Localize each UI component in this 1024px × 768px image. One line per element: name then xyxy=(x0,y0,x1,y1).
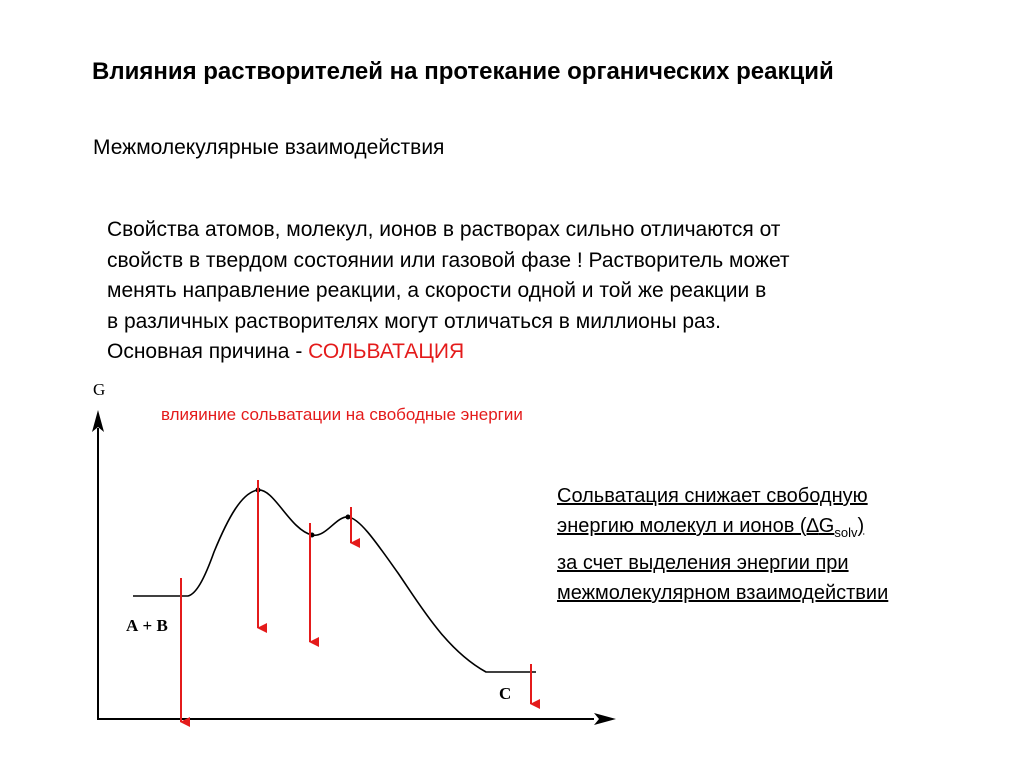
slide-subtitle: Межмолекулярные взаимодействия xyxy=(93,136,445,159)
main-cause-prefix: Основная причина - xyxy=(107,340,309,363)
body-line-2: свойств в твердом состоянии или газовой фазе ! Растворитель может xyxy=(107,248,790,272)
transition-state-2-dot xyxy=(346,515,351,520)
reactants-label: А + В xyxy=(126,616,168,635)
solvation-note xyxy=(557,481,888,608)
note-line-2 xyxy=(557,511,888,548)
g-letter: G xyxy=(818,515,835,537)
solv-subscript: solv xyxy=(834,525,858,540)
solvation-keyword: СОЛЬВАТАЦИЯ xyxy=(308,340,465,363)
note-line-2-suffix: ) xyxy=(857,515,865,537)
note-line-2-prefix: энергию молекул и ионов ( xyxy=(557,515,807,537)
slide-title: Влияния растворителей на протекание органических реакций xyxy=(92,58,834,85)
diagram-caption: влияиние сольватации на свободные энергии xyxy=(161,405,523,424)
delta-symbol: ∆ xyxy=(806,515,819,537)
note-line-4: межмолекулярном взаимодействии xyxy=(557,582,889,604)
x-axis-arrowhead xyxy=(594,713,616,725)
note-line-1: Сольватация снижает свободную xyxy=(557,485,868,507)
energy-curve xyxy=(133,490,536,672)
body-line-4: в различных растворителях могут отличаться в миллионы раз. xyxy=(107,309,721,333)
body-line-1: Свойства атомов, молекул, ионов в растворах сильно отличаются от xyxy=(107,218,781,241)
note-line-3: за счет выделения энергии при xyxy=(557,552,849,574)
body-line-3: менять направление реакции, а скорости одной и той же реакции в xyxy=(107,279,767,302)
y-axis-label: G xyxy=(93,380,106,399)
product-label: С xyxy=(499,684,512,703)
